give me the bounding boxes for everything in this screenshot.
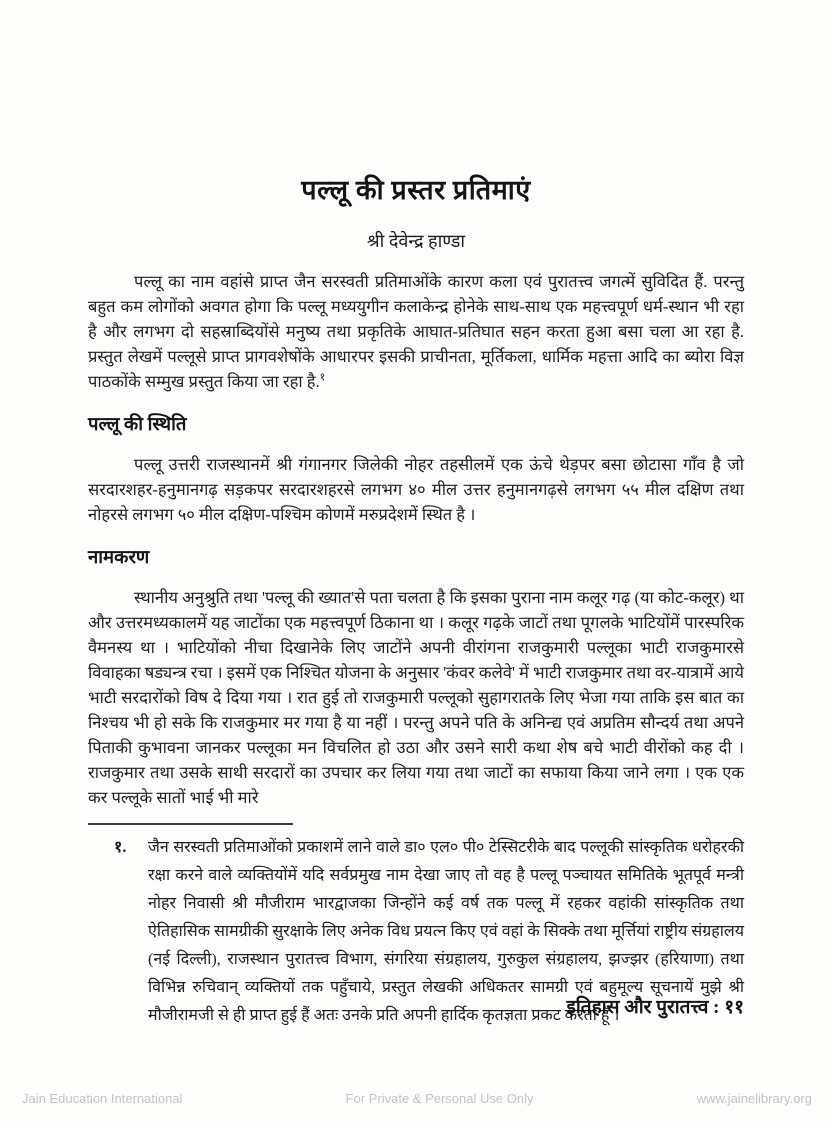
footnote-divider <box>88 823 293 825</box>
scan-footer-right: www.jainelibrary.org <box>696 1091 812 1106</box>
page-title: पल्लू की प्रस्तर प्रतिमाएं <box>301 175 531 205</box>
scan-footer-center: For Private & Personal Use Only <box>345 1091 534 1106</box>
section-heading-location: पल्लू की स्थिति <box>88 415 187 435</box>
footnote-text: जैन सरस्वती प्रतिमाओंको प्रकाशमें लाने वाले डा० एल० पी० टेस्सिटरीके बाद पल्लूकी सांस्कृतिक धरोहरकी रक्षा करने वाले व्यक्तियोंमें यदि सर्वप्रमुख नाम देखा जाए तो वह है पल्लू पञ्चायत समितिके भूतपूर्व मन्त्री नोहर निवासी श्री मौजीराम भारद्वाजका जिन्होंने कई वर्ष तक पल्लू में रहकर वहांकी सांस्कृतिक तथा ऐतिहासिक सामग्रीकी सुरक्षाके लिए अनेक विध प्रयत्न किए एवं वहां के सिक्के तथा मूर्त्तियां राष्ट्रीय संग्रहालय (नई दिल्ली), राजस्थान पुरातत्त्व विभाग, संगरिया संग्रहालय, गुरुकुल संग्रहालय, झज्झर (हरियाणा) तथा विभिन्न रुचिवान् व्यक्तियों तक पहुँचाये, प्रस्तुत लेखकी अधिकतर सामग्री एवं बहुमूल्य सूचनायें मुझे श्री मौजीरामजी से ही प्राप्त हुई हैं अतः उनके प्रति अपनी हार्दिक कृतज्ञता प्रकट करता हूँ । <box>148 839 744 1024</box>
scan-footer-left: Jain Education International <box>22 1091 183 1106</box>
naming-paragraph: स्थानीय अनुश्रुति तथा 'पल्लू की ख्यात'से पता चलता है कि इसका पुराना नाम कलूर गढ़ (या कोट-कलूर) था और उत्तरमध्यकालमें यह जाटोंका एक महत्त्वपूर्ण ठिकाना था । कलूर गढ़के जाटों तथा पूगलके भाटियोंमें पारस्परिक वैमनस्य था । भाटियोंको नीचा दिखानेके लिए जाटोंने अपनी वीरांगना राजकुमारी पल्लूका भाटी राजकुमारसे विवाहका षड्यन्त्र रचा । इसमें एक निश्चित योजना के अनुसार 'कंवर कलेवे' में भाटी राजकुमार तथा वर-यात्रामें आये भाटी सरदारोंको विष दे दिया गया । रात हुई तो राजकुमारी पल्लूको सुहागरातके लिए भेजा गया ताकि इस बात का निश्चय भी हो सके कि राजकुमार मर गया है या नहीं । परन्तु अपने पति के अनिन्द्य एवं अप्रतिम सौन्दर्य तथा अपने पिताकी कुभावना जानकर पल्लूका मन विचलित हो उठा और उसने सारी कथा शेष बचे भाटी वीरोंको कह दी । राजकुमार तथा उसके साथी सरदारों का उपचार कर लिया गया तथा जाटों का सफाया किया जाने लगा । एक एक कर पल्लूके सातों भाई भी मारे <box>88 588 744 807</box>
section-heading-naming: नामकरण <box>88 548 150 568</box>
journal-page-footer: इतिहास और पुरातत्त्व : ११ <box>566 997 744 1018</box>
intro-paragraph <box>88 269 744 394</box>
footnote-number: १. <box>114 839 127 856</box>
scan-footer <box>22 1091 812 1106</box>
author-name: श्री देवेन्द्र हाण्डा <box>366 231 466 251</box>
intro-paragraph-text: पल्लू का नाम वहांसे प्राप्त जैन सरस्वती प्रतिमाओंके कारण कला एवं पुरातत्त्व जगत्में सुविदित हैं. परन्तु बहुत कम लोगोंको अवगत होगा कि पल्लू मध्ययुगीन कलाकेन्द्र होनेके साथ-साथ एक महत्त्वपूर्ण धर्म-स्थान भी रहा है और लगभग दो सहस्राब्दियोंसे मनुष्य तथा प्रकृतिके आघात-प्रतिघात सहन करता हुआ बसा चला आ रहा है. प्रस्तुत लेखमें पल्लूसे प्राप्त प्रागवशेषोंके आधारपर इसकी प्राचीनता, मूर्तिकला, धार्मिक महत्ता आदि का ब्योरा विज्ञ पाठकोंके सम्मुख प्रस्तुत किया जा रहा है. <box>88 272 744 391</box>
location-paragraph: पल्लू उत्तरी राजस्थानमें श्री गंगानगर जिलेकी नोहर तहसीलमें एक ऊंचे थेड़पर बसा छोटासा गाँव है जो सरदारशहर-हनुमानगढ़ सड़कपर सरदारशहरसे लगभग ४० मील उत्तर हनुमानगढ़से लगभग ५५ मील दक्षिण तथा नोहरसे लगभग ५० मील दक्षिण-पश्चिम कोणमें मरुप्रदेशमें स्थित है । <box>88 455 744 524</box>
footnote-reference-mark: १ <box>319 371 326 384</box>
